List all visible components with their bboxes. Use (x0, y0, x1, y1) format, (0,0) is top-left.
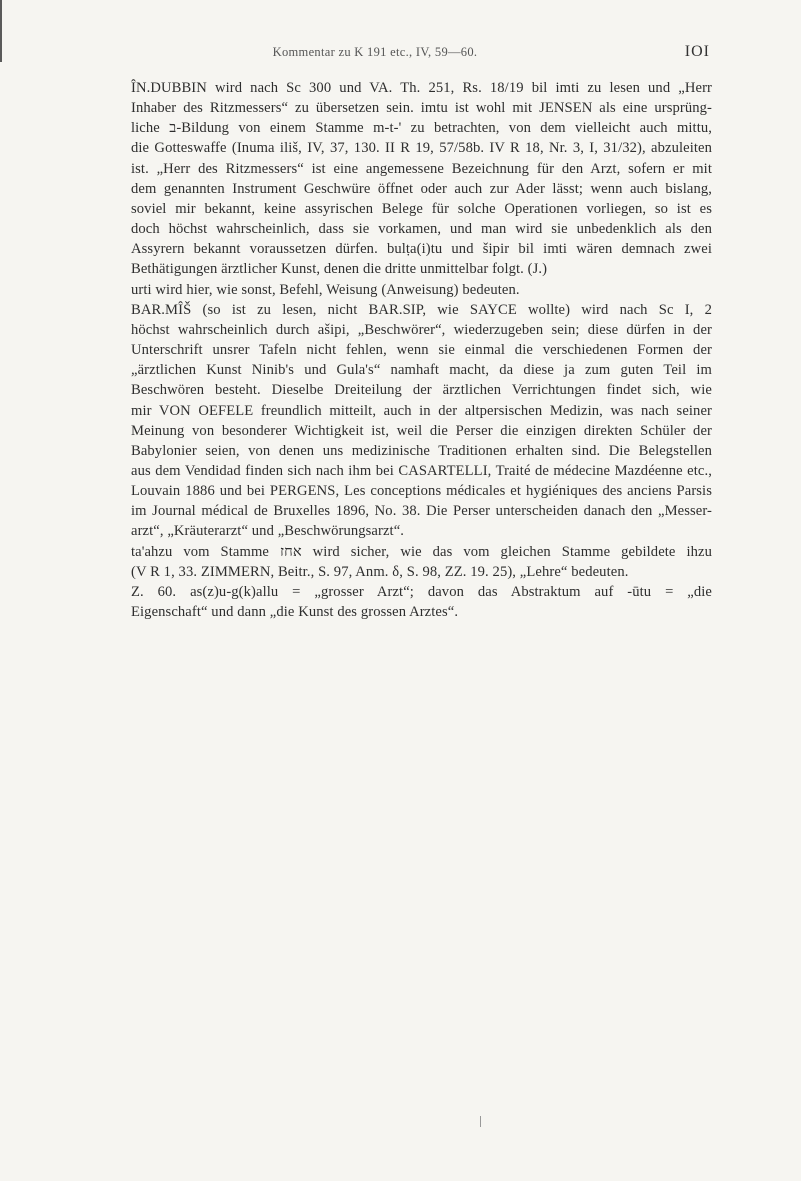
text-line: liche ב-Bildung von einem Stamme m-t-' zu betrachten, von dem vielleicht auch mittu, (131, 120, 713, 137)
text-line: Louvain 1886 und bei PERGENS, Les conceptions médicales et hygiéniques des anciens Parsis (131, 483, 712, 500)
text-line: Babylonier seien, von denen uns medizinische Traditionen erhalten sind. Die Belegstellen (131, 442, 712, 459)
text-line: Eigenschaft“ und dann „die Kunst des grossen Arztes“. (131, 604, 459, 621)
entry-number: Z. 60. (131, 583, 177, 600)
print-mark (480, 1116, 481, 1127)
paragraph-line-60 (112, 582, 712, 622)
text-line: (V R 1, 33. ZIMMERN, Beitr., S. 97, Anm. δ, S. 98, ZZ. 19. 25), „Lehre“ bedeuten. (131, 563, 629, 580)
text-line: urti wird hier, wie sonst, Befehl, Weisung (Anweisung) bedeuten. (131, 281, 520, 298)
text-line: Inhaber des Ritzmessers“ zu übersetzen sein. imtu ist wohl mit JENSEN als eine ursprüng- (131, 100, 712, 117)
text-line: Bethätigungen ärztlicher Kunst, denen die dritte unmittelbar folgt. (J.) (131, 261, 548, 278)
text-line: BAR.MÎŠ (so ist zu lesen, nicht BAR.SIP, wie SAYCE wollte) wird nach Sc I, 2 (131, 301, 712, 318)
binding-edge (0, 0, 2, 62)
text-line: mir VON OEFELE freundlich mitteilt, auch in der altpersischen Medizin, was nach seiner (131, 402, 712, 419)
text-line: Meinung von besonderer Wichtigkeit ist, weil die Perser die einzigen direkten Schüler der (131, 422, 712, 439)
text-line: im Journal médical de Bruxelles 1896, No. 38. Die Perser unterscheiden danach den „Messer- (131, 503, 712, 520)
paragraph-in-dubbin (112, 78, 712, 280)
text-line: „ärztlichen Kunst Ninib's und Gula's“ namhaft macht, da diese ja zum guten Teil im (131, 362, 712, 379)
text-line: Beschwören besteht. Dieselbe Dreiteilung der ärztlichen Verrichtungen findet sich, wie (131, 382, 712, 399)
paragraph-bar-mis (112, 300, 712, 542)
text-line: dem genannten Instrument Geschwüre öffnet oder auch zur Ader lässt; wenn auch bislang, (131, 180, 712, 197)
running-head: Kommentar zu K 191 etc., IV, 59—60. (272, 45, 478, 59)
text-line: ÎN.DUBBIN wird nach Sc 300 und VA. Th. 251, Rs. 18/19 bil imti zu lesen und „Herr (131, 80, 712, 96)
text-line: doch höchst wahrscheinlich, dass sie vorkamen, und man wird sie unbedenklich als den (131, 221, 712, 238)
text-line: Unterschrift unsrer Tafeln nicht fehlen, wenn sie einmal die verschiedenen Formen der (131, 342, 712, 359)
text-line: höchst wahrscheinlich durch ašipi, „Beschwörer“, wiederzugeben sein; diese dürfen in der (131, 321, 712, 338)
text-line: aus dem Vendidad finden sich nach ihm bei CASARTELLI, Traité de médecine Mazdéenne etc., (131, 462, 712, 479)
text-line: as(z)u-g(k)allu = „grosser Arzt“; davon das Abstraktum auf -ūtu = „die (190, 583, 712, 600)
paragraph-urti (112, 280, 712, 300)
page-header (110, 43, 710, 67)
body-text (112, 78, 712, 622)
text-line: soviel mir bekannt, keine assyrischen Belege für solche Operationen vorliegen, so ist es (131, 200, 712, 217)
text-line: arzt“, „Kräuterarzt“ und „Beschwörungsarzt“. (131, 523, 405, 540)
text-line: ta'ahzu vom Stamme אחז wird sicher, wie das vom gleichen Stamme gebildete ihzu (131, 543, 712, 560)
paragraph-taahzu (112, 542, 712, 582)
page-number: IOI (684, 43, 710, 60)
text-line: ist. „Herr des Ritzmessers“ ist eine angemessene Bezeichnung für den Arzt, sofern er mit (131, 160, 712, 177)
text-line: Assyrern bekannt voraussetzen dürfen. bulṭa(i)tu und šipir bil imti wären demnach zwei (131, 241, 712, 258)
text-line: die Gotteswaffe (Inuma iliš, IV, 37, 130. II R 19, 57/58b. IV R 18, Nr. 3, I, 31/32), abzuleiten (131, 140, 712, 157)
